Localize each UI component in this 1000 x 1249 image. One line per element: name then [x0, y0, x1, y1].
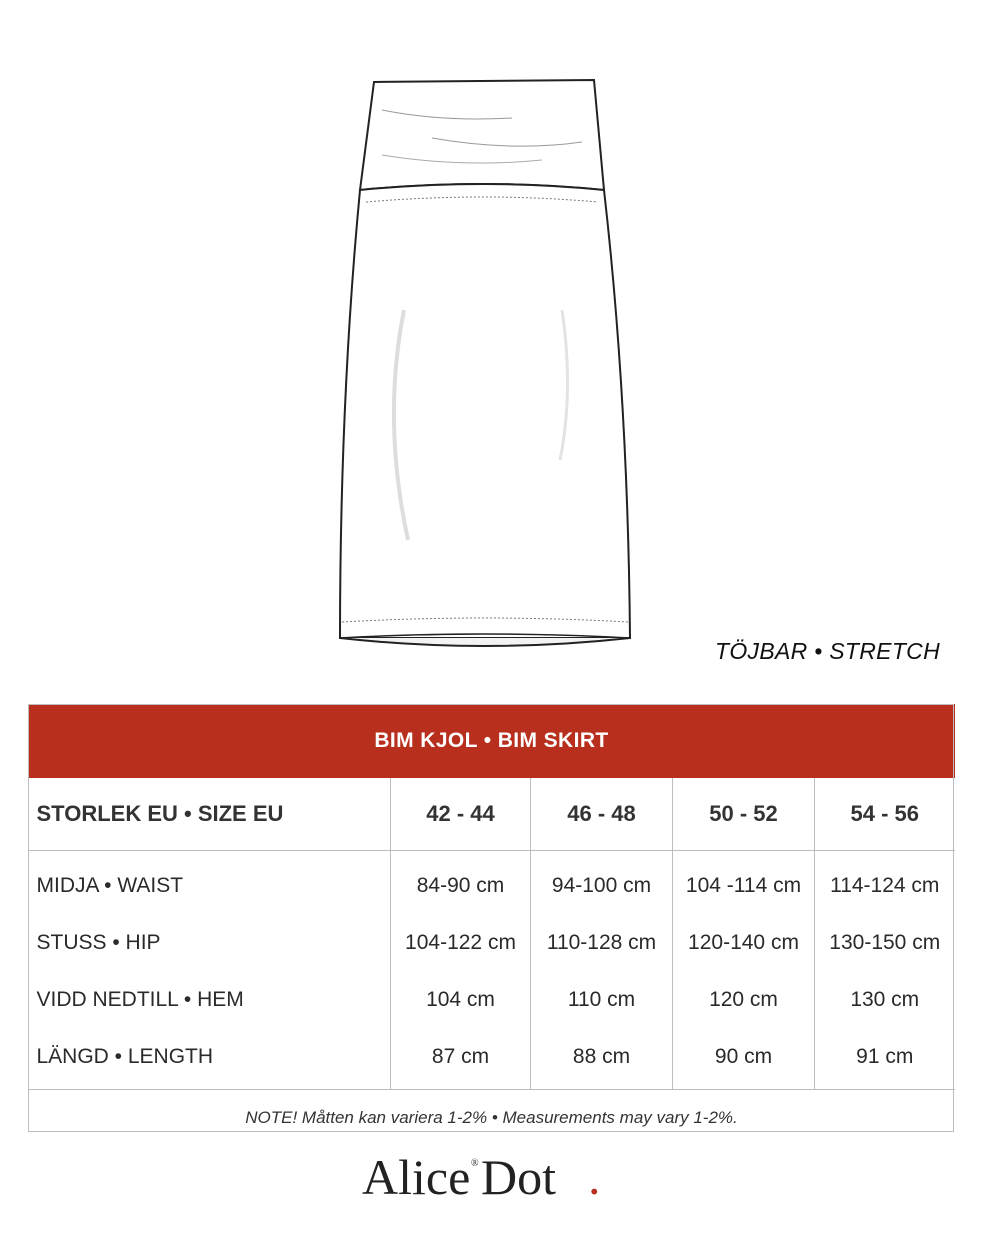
- table-title: BIM KJOL • BIM SKIRT: [29, 705, 955, 778]
- size-header: 54 - 56: [815, 778, 955, 851]
- table-cell: 87 cm: [391, 1028, 531, 1090]
- table-header-row: [29, 778, 955, 851]
- row-label: MIDJA • WAIST: [36, 873, 184, 897]
- skirt-illustration: [312, 60, 672, 700]
- table-cell: 120 cm: [673, 971, 815, 1028]
- table-row: [29, 851, 955, 915]
- table-row: [29, 1028, 955, 1090]
- table-cell: 120-140 cm: [673, 914, 815, 971]
- skirt-sketch: [312, 60, 672, 700]
- size-header: 50 - 52: [673, 778, 815, 851]
- table-cell: 104 cm: [391, 971, 531, 1028]
- table-title-row: [29, 705, 955, 778]
- row-label: VIDD NEDTILL • HEM: [36, 987, 244, 1011]
- table-cell: 130-150 cm: [815, 914, 955, 971]
- measurement-note: NOTE! Måtten kan variera 1-2% • Measurements may vary 1-2%.: [29, 1090, 955, 1147]
- table-cell: 110-128 cm: [531, 914, 673, 971]
- logo-registered: ®: [471, 1158, 479, 1169]
- size-header-label: STORLEK EU • SIZE EU: [29, 778, 391, 851]
- table-row: [29, 971, 955, 1028]
- table-cell: 94-100 cm: [531, 851, 673, 915]
- table-cell: 88 cm: [531, 1028, 673, 1090]
- logo-part1: Alice: [362, 1149, 471, 1205]
- table-cell: 104 -114 cm: [673, 851, 815, 915]
- row-label: STUSS • HIP: [36, 930, 161, 954]
- table-cell: 110 cm: [531, 971, 673, 1028]
- brand-logo: [0, 1148, 1000, 1213]
- alicedot-logo: [360, 1148, 640, 1208]
- row-label: LÄNGD • LENGTH: [36, 1044, 214, 1068]
- table-cell: 84-90 cm: [391, 851, 531, 915]
- table-cell: 90 cm: [673, 1028, 815, 1090]
- table-row: [29, 914, 955, 971]
- size-table: [28, 704, 955, 1146]
- stretch-label: TÖJBAR • STRETCH: [715, 638, 940, 664]
- table-cell: 130 cm: [815, 971, 955, 1028]
- table-cell: 104-122 cm: [391, 914, 531, 971]
- size-header: 42 - 44: [391, 778, 531, 851]
- note-row: [29, 1090, 955, 1147]
- logo-dot: .: [588, 1149, 601, 1205]
- table-cell: 91 cm: [815, 1028, 955, 1090]
- size-header: 46 - 48: [531, 778, 673, 851]
- table-cell: 114-124 cm: [815, 851, 955, 915]
- logo-part2: Dot: [481, 1149, 556, 1205]
